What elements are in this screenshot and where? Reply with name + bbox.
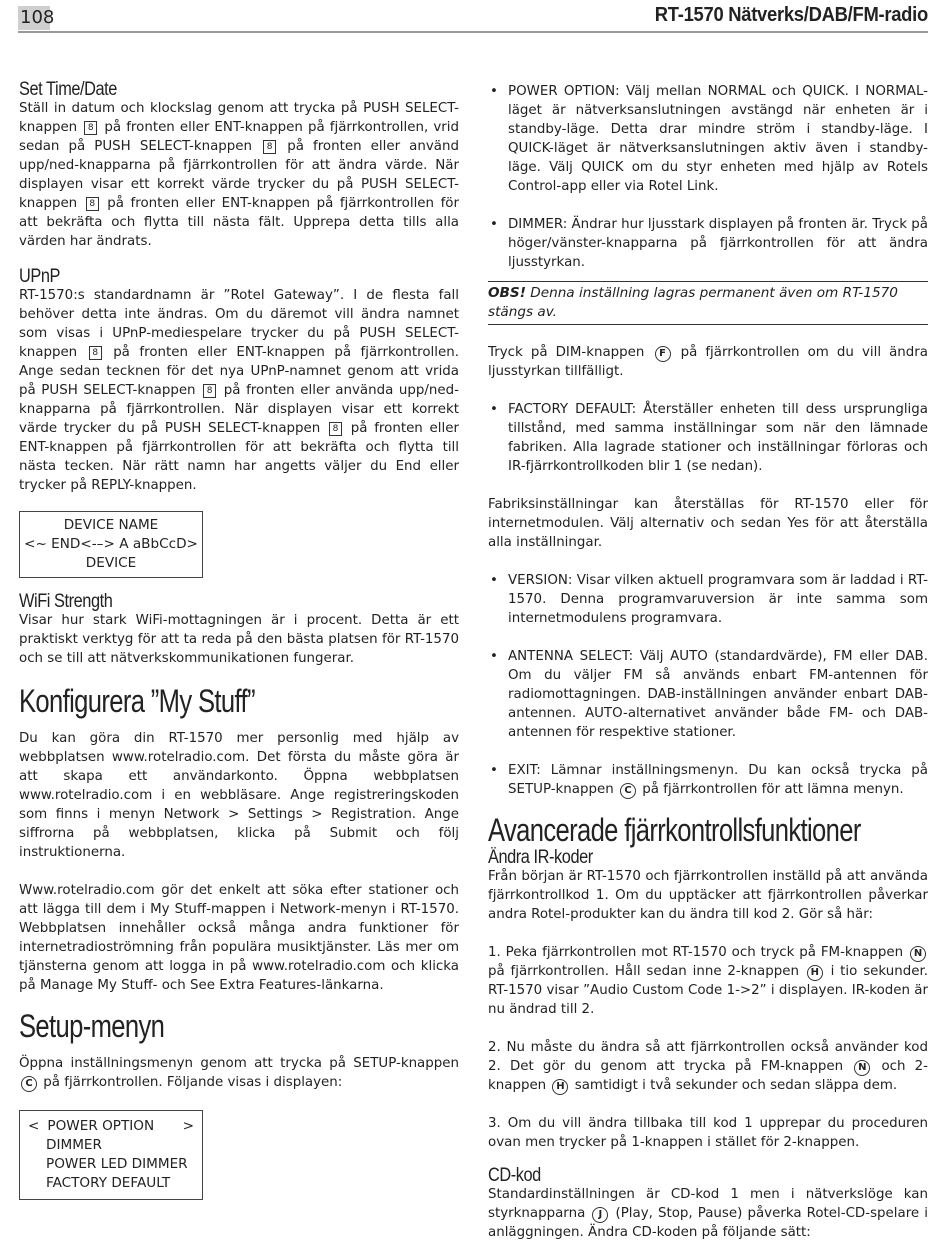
push-select-key-icon: 8 xyxy=(203,384,216,398)
bullet-dimmer: • DIMMER: Ändrar hur ljusstark displayen på fronten är. Tryck på höger/vänster-knapparna på fjärrkontrollen för att ändra ljusstyrkan. xyxy=(488,215,928,272)
display-line: <~ END<-–> A aBbCcD> xyxy=(24,536,198,552)
heading-ir-codes: Ändra IR-koder xyxy=(488,847,593,868)
right-column xyxy=(488,82,928,1242)
push-select-key-icon: 8 xyxy=(86,197,99,211)
heading-wifi: WiFi Strength xyxy=(19,591,113,612)
set-time-paragraph: Ställ in datum och klockslag genom att trycka på PUSH SELECT-knappen 8 på fronten eller ENT-knappen på fjärrkontrollen, vrid sedan på PUSH SELECT-knappen 8 på fronten eller använd upp/ned-knapparna på fjärrkontrollen för att ändra värde. När displayen visar ett korrekt värde trycker du på PUSH SELECT-knappen 8 på fronten eller ENT-knappen på fjärrkontrollen för att bekräfta och flytta till nästa fält. Upprepa detta tills alla värden har ändrats. xyxy=(19,101,459,249)
note-label: OBS! xyxy=(488,285,526,301)
device-name-display xyxy=(19,511,203,578)
ir-step-3: 3. Om du vill ändra tillbaka till kod 1 upprepar du proceduren ovan men trycker på 1-knappen i stället för 2-knappen. xyxy=(488,1116,928,1150)
display-arrow-right: > xyxy=(182,1118,194,1134)
wifi-paragraph: Visar hur stark WiFi-mottagningen är i procent. Detta är ett praktiskt verktyg för att ta reda på den bästa platsen för RT-1570 och se till att nätverkskommunikationen fungerar. xyxy=(19,613,459,666)
display-arrow-left: < xyxy=(28,1118,40,1134)
ir-paragraph: Från början är RT-1570 och fjärrkontrollen inställd på att använda fjärrkontrollkod 1. Om du upptäcker att fjärrkontrollen påverkar andra Rotel-produkter kan du ändra till kod 2. Gör så här: xyxy=(488,869,928,922)
push-select-key-icon: 8 xyxy=(263,140,276,154)
factory-note: Fabriksinställningar kan återställas för RT-1570 eller för internetmodulen. Välj alternativ och sedan Yes för att återställa alla inställningar. xyxy=(488,497,928,550)
bullet-power-option: • POWER OPTION: Välj mellan NORMAL och QUICK. I NORMAL-läget är nätverksanslutningen avstängd när enheten är i standby-läge. Detta drar mindre ström i standby-läge. I QUICK-läget är nätverksanslutningen aktiv även i standby-läge. Välj QUICK om du styr enheten med hjälp av Rotels Control-app eller via Rotel Link. xyxy=(488,82,928,196)
display-line: FACTORY DEFAULT xyxy=(46,1175,171,1191)
play-key-icon: J xyxy=(592,1207,608,1223)
bullet-exit: • EXIT: Lämnar inställningsmenyn. Du kan också trycka på SETUP-knappen C på fjärrkontrollen för att lämna menyn. xyxy=(488,761,928,799)
push-select-key-icon: 8 xyxy=(84,121,97,135)
my-stuff-paragraph-2: Www.rotelradio.com gör det enkelt att söka efter stationer och att lägga till dem i My Stuff-mappen i Network-menyn i RT-1570. Webbplatsen innehåller också många andra funktioner för internetradioströmning från populära musiktjänster. Läs mer om tjänsterna genom att logga in på www.rotelradio.com och klicka på Manage My Stuff- och See Extra Features-länkarna. xyxy=(19,883,459,993)
bullet-version: • VERSION: Visar vilken aktuell programvara som är laddad i RT-1570. Denna programvaruversion är inte samma som internetmodulens programvara. xyxy=(488,571,928,628)
page-number: 108 xyxy=(20,7,55,28)
setup-menu-display xyxy=(19,1110,203,1200)
ir-step-2: 2. Nu måste du ändra så att fjärrkontrollen också använder kod 2. Det gör du genom att trycka på FM-knappen N och 2-knappen H samtidigt i två sekunder och sedan släppa dem. xyxy=(488,1040,929,1093)
heading-upnp: UPnP xyxy=(19,266,60,287)
ir-step-1: 1. Peka fjärrkontrollen mot RT-1570 och tryck på FM-knappen N på fjärrkontrollen. Håll sedan inne 2-knappen H i tio sekunder. RT-1570 visar ”Audio Custom Code 1->2” i displayen. IR-koden är nu ändrad till 2. xyxy=(488,945,928,1017)
heading-set-time: Set Time/Date xyxy=(19,79,117,100)
my-stuff-paragraph-1: Du kan göra din RT-1570 mer personlig med hjälp av webbplatsen www.rotelradio.com. Det första du måste göra är att skapa ett användarkonto. Öppna webbplatsen www.rotelradio.com i en webbläsare. Ange registreringskoden som finns i menyn Network > Settings > Registration. Ange siffrorna på webbplatsen, klicka på Submit och följ instruktionerna. xyxy=(19,731,459,860)
note-text: Denna inställning lagras permanent även om RT-1570 stängs av. xyxy=(488,285,898,320)
heading-cd-code: CD-kod xyxy=(488,1165,541,1186)
setup-key-icon: C xyxy=(620,783,636,799)
upnp-paragraph: RT-1570:s standardnamn är ”Rotel Gateway”. I de flesta fall behöver detta inte ändras. Om du däremot vill ändra namnet som visas i UPnP-mediespelare trycker du på PUSH SELECT-knappen 8 på fronten eller ENT-knappen på fjärrkontrollen. Ange sedan tecknen för det nya UPnP-namnet genom att vrida på PUSH SELECT-knappen 8 på fronten eller använda upp/ned-knapparna på fjärrkontrollen. När displayen visar ett korrekt värde trycker du på PUSH SELECT-knappen 8 på fronten eller ENT-knappen på fjärrkontrollen för att bekräfta och flytta till nästa tecken. När rätt namn har angetts väljer du End eller trycker på REPLY-knappen. xyxy=(19,288,459,493)
display-line: DEVICE xyxy=(85,555,137,571)
display-line: POWER LED DIMMER xyxy=(46,1156,188,1172)
two-key-icon: H xyxy=(552,1079,568,1095)
display-line: DEVICE NAME xyxy=(63,517,159,533)
note-box xyxy=(488,281,928,325)
display-line: POWER OPTION xyxy=(47,1118,155,1134)
setup-paragraph: Öppna inställningsmenyn genom att trycka på SETUP-knappen C på fjärrkontrollen. Följande visas i displayen: xyxy=(19,1056,459,1090)
heading-advanced-remote: Avancerade fjärrkontrollsfunktioner xyxy=(488,812,861,848)
cd-paragraph: Standardinställningen är CD-kod 1 men i nätverkslöge kan styrknapparna J (Play, Stop, Pause) påverka Rotel-CD-spelare i anläggningen. Ändra CD-koden på följande sätt: xyxy=(488,1187,928,1240)
dim-paragraph: Tryck på DIM-knappen F på fjärrkontrollen om du vill ändra ljusstyrkan tillfälligt. xyxy=(488,345,929,379)
push-select-key-icon: 8 xyxy=(329,422,342,436)
bullet-factory-default: • FACTORY DEFAULT: Återställer enheten till dess ursprungliga tillstånd, med samma inställningar som när den lämnade fabriken. Alla lagrade stationer och inställningar förloras och IR-fjärrkontrollkoden blir 1 (se nedan). xyxy=(488,400,928,476)
display-line: DIMMER xyxy=(46,1137,102,1153)
left-column xyxy=(19,80,459,1200)
setup-key-icon: C xyxy=(21,1076,37,1092)
bullet-antenna: • ANTENNA SELECT: Välj AUTO (standardvärde), FM eller DAB. Om du väljer FM så används enbart FM-antennen för radiomottagningen. DAB-inställningen använder enbart DAB-antennen. AUTO-alternativet använder både FM- och DAB-antennen för respektive stationer. xyxy=(488,647,928,742)
dim-key-icon: F xyxy=(655,346,671,362)
heading-my-stuff: Konfigurera ”My Stuff” xyxy=(19,683,255,719)
fm-key-icon: N xyxy=(854,1060,870,1076)
push-select-key-icon: 8 xyxy=(89,346,102,360)
heading-setup-menu: Setup-menyn xyxy=(19,1008,165,1044)
fm-key-icon: N xyxy=(910,946,926,962)
header-rule xyxy=(18,31,928,33)
two-key-icon: H xyxy=(807,965,823,981)
running-title: RT-1570 Nätverks/DAB/FM-radio xyxy=(654,4,928,26)
